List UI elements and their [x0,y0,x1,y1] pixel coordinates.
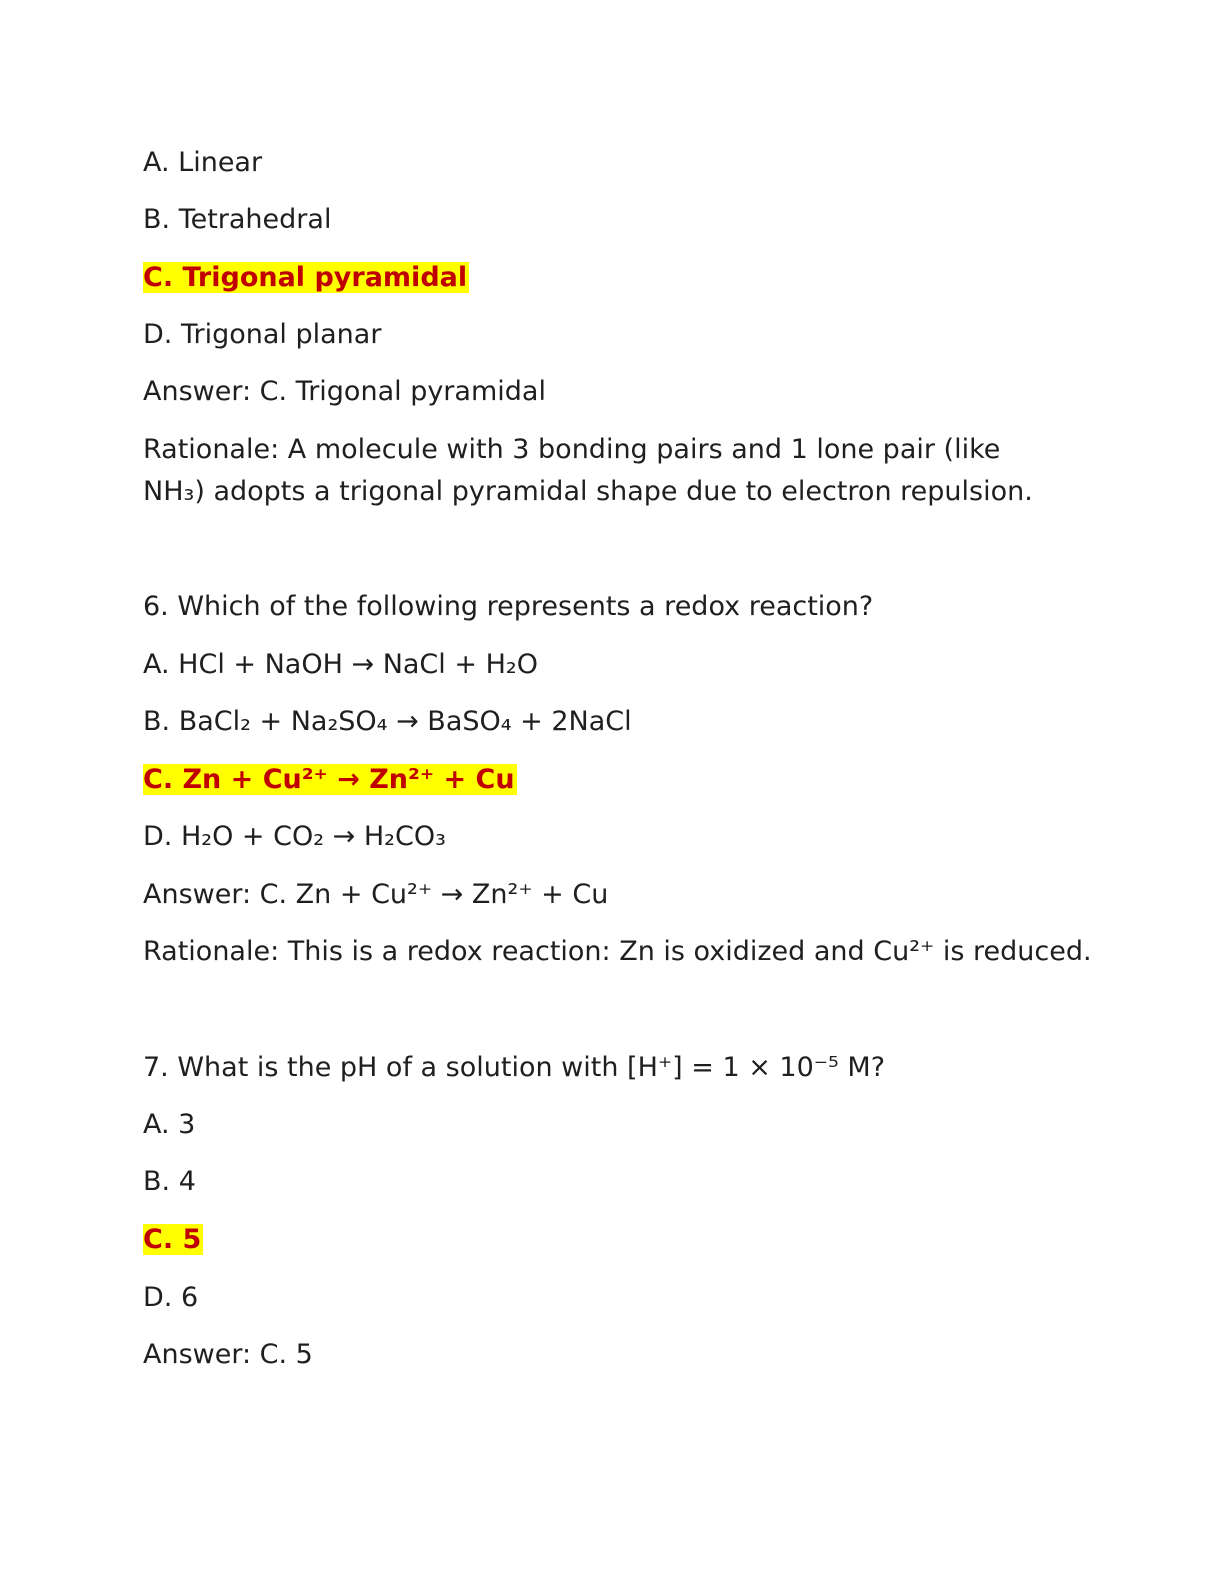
q5-option-d [143,314,381,356]
q5-answer-text: Answer: C. Trigonal pyramidal [143,376,546,407]
q6-option-c-correct [143,759,517,801]
q6-option-a-text: A. HCl + NaOH → NaCl + H₂O [143,649,538,680]
q7-option-a [143,1104,195,1146]
q6-option-b-text: B. BaCl₂ + Na₂SO₄ → BaSO₄ + 2NaCl [143,706,632,737]
q6-option-d [143,816,446,858]
q7-question [143,1047,885,1089]
q5-rationale-text: Rationale: A molecule with 3 bonding pairs and 1 lone pair (like NH₃) adopts a trigonal pyramidal shape due to electron repulsion. [143,434,1033,507]
q5-option-c-correct [143,257,469,299]
q6-answer [143,874,608,916]
q7-question-text: 7. What is the pH of a solution with [H⁺] = 1 × 10⁻⁵ M? [143,1052,886,1083]
q6-question-text: 6. Which of the following represents a redox reaction? [143,591,874,622]
q7-option-d [143,1277,198,1319]
q7-option-b-text: B. 4 [143,1166,196,1197]
q5-option-b [143,199,331,241]
q5-option-a-text: A. Linear [143,147,263,178]
q5-option-b-text: B. Tetrahedral [143,204,332,235]
q6-question [143,586,873,628]
q6-rationale-text: Rationale: This is a redox reaction: Zn is oxidized and Cu²⁺ is reduced. [143,936,1092,967]
q5-option-d-text: D. Trigonal planar [143,319,382,350]
q7-answer-text: Answer: C. 5 [143,1339,313,1370]
q6-option-c-highlight: C. Zn + Cu²⁺ → Zn²⁺ + Cu [143,764,515,795]
q7-option-c-highlight: C. 5 [143,1224,202,1255]
q7-option-c-correct [143,1219,203,1261]
q7-answer [143,1334,313,1376]
q6-option-a [143,644,538,686]
q5-option-c-highlight: C. Trigonal pyramidal [143,262,468,293]
q7-option-d-text: D. 6 [143,1282,199,1313]
q6-option-d-text: D. H₂O + CO₂ → H₂CO₃ [143,821,446,852]
q5-rationale [143,429,1063,513]
q7-option-a-text: A. 3 [143,1109,196,1140]
q5-answer [143,371,546,413]
q6-rationale [143,931,1092,973]
q6-option-b [143,701,632,743]
q7-option-b [143,1161,196,1203]
q5-option-a [143,142,262,184]
q6-answer-text: Answer: C. Zn + Cu²⁺ → Zn²⁺ + Cu [143,879,609,910]
